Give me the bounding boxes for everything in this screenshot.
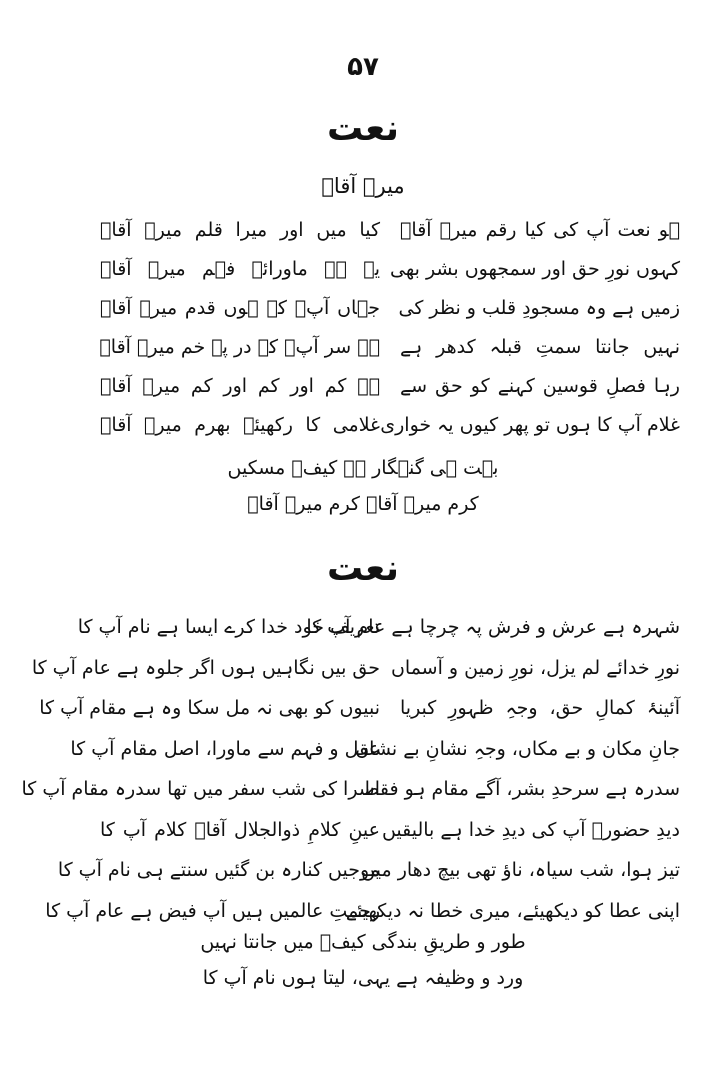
misra-first: زمیں ہے وہ مسجودِ قلب و نظر کی — [398, 296, 680, 319]
couplet — [100, 288, 680, 327]
maqta-line-1: بہت ہی گنہگار ہے کیفؔ مسکیں — [227, 457, 499, 479]
misra-second: ہے کم اور کم اور کم میرے آقاؐ — [100, 374, 380, 397]
misra-second: حق بیں نگاہیں ہوں اگر جلوہ ہے عام آپ کا — [31, 656, 380, 679]
section-2-maqta — [0, 924, 726, 996]
misra-second: تعریف خود خدا کرے ایسا ہے نام آپ کا — [77, 616, 380, 639]
misra-first: اپنی عطا کو دیکھیئے، میری خطا نہ دیکھیئے — [345, 899, 680, 922]
misra-first: ہو نعت آپ کی کیا رقم میرے آقاؐ — [400, 218, 680, 241]
couplet — [21, 769, 680, 810]
misra-first: تیز ہوا، شب سیاہ، ناؤ تھی بیچ دھار میں — [361, 859, 680, 882]
couplet — [100, 810, 680, 851]
misra-first: کہوں نورِ حق اور سمجھوں بشر بھی — [390, 257, 680, 280]
section-1-subheading: میرے آقاؐ — [321, 174, 405, 198]
misra-first: نہیں جانتا سمتِ قبلہ کدھر ہے — [400, 335, 680, 358]
couplet — [77, 607, 680, 648]
couplet — [100, 210, 680, 249]
section-2-heading: نعت — [327, 548, 399, 589]
couplet — [100, 405, 680, 444]
misra-second: کیا میں اور میرا قلم میرے آقاؐ — [100, 218, 380, 241]
section-1-maqta — [0, 450, 726, 522]
misra-second: اسرا کی شب سفر میں تھا سدرہ مقام آپ کا — [21, 778, 380, 801]
misra-second: رحمتِ عالمیں ہیں آپ فیض ہے عام آپ کا — [45, 899, 380, 922]
misra-first: جانِ مکان و بے مکاں، وجہِ نشانِ بے نشاں — [355, 737, 680, 760]
couplet — [100, 249, 680, 288]
misra-first: شہرہ ہے عرش و فرش پہ چرچا ہے عام آپ کا — [306, 616, 680, 639]
misra-first: دیدِ حضورؐ آپ کی دیدِ خدا ہے بالیقیں — [381, 818, 680, 841]
misra-first: غلام آپ کا ہوں تو پھر کیوں یہ خواری — [380, 413, 680, 436]
misra-second: موجیں کنارہ بن گئیں سنتے ہی نام آپ کا — [57, 859, 380, 882]
couplet — [100, 327, 680, 366]
misra-second: نبیوں کو بھی نہ مل سکا وہ ہے مقام آپ کا — [39, 697, 380, 720]
misra-first: نورِ خدائے لم یزل، نورِ زمین و آسماں — [390, 656, 680, 679]
misra-first: رہا فصلِ قوسین کہنے کو حق سے — [400, 374, 680, 397]
section-1-heading: نعت — [327, 108, 399, 149]
misra-second: ہے سر آپؐ کے در پہ خم میرے آقاؐ — [99, 335, 380, 358]
couplet — [31, 648, 680, 689]
misra-second: عقل و فہم سے ماورا، اصل مقام آپ کا — [70, 737, 380, 760]
misra-first: سدرہ ہے سرحدِ بشر، آگے مقام ہو فقط — [361, 778, 680, 801]
couplet — [39, 688, 680, 729]
section-1-couplets — [100, 210, 680, 444]
misra-second: جہاں آپؐ کے ہوں قدم میرے آقاؐ — [100, 296, 380, 319]
section-2-couplets — [21, 607, 680, 931]
maqta-line-1: طور و طریقِ بندگی کیفؔ میں جانتا نہیں — [200, 931, 526, 953]
misra-second: عینِ کلامِ ذوالجلال آقاؐ کلام آپ کا — [100, 818, 380, 841]
couplet — [100, 366, 680, 405]
page-number: ۵۷ — [347, 52, 379, 82]
couplet — [70, 729, 680, 770]
misra-second: یہ ہے ماورائے فہم میرے آقاؐ — [100, 257, 380, 280]
maqta-line-2: ورد و وظیفہ ہے یہی، لیتا ہوں نام آپ کا — [202, 967, 524, 989]
misra-first: آئینۂ کمالِ حق، وجہِ ظہورِ کبریا — [400, 697, 680, 720]
misra-second: غلامی کا رکھیئے بھرم میرے آقاؐ — [100, 413, 380, 436]
couplet — [57, 850, 680, 891]
maqta-line-2: کرم میرے آقاؐ کرم میرے آقاؐ — [247, 493, 479, 515]
